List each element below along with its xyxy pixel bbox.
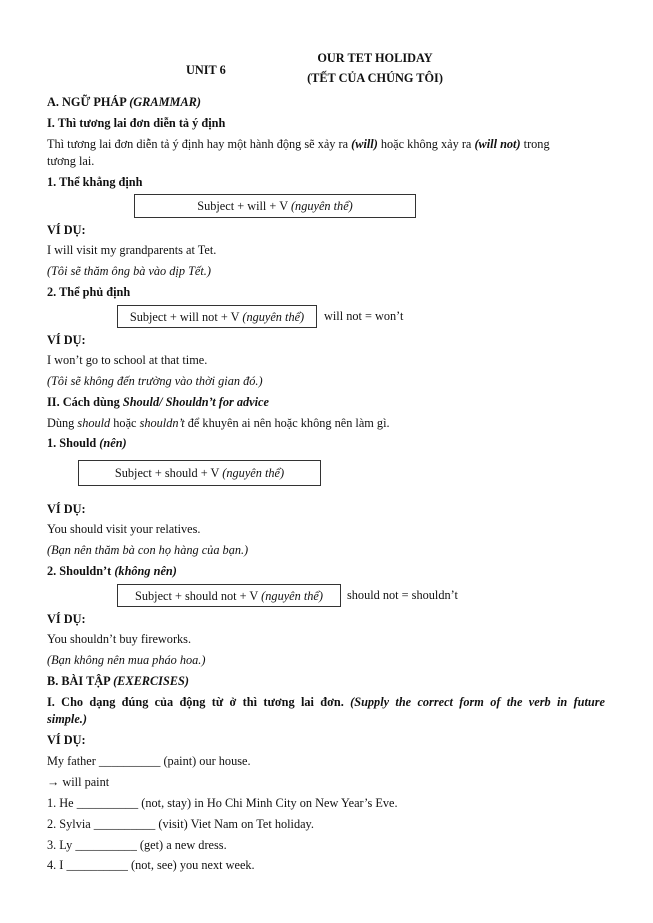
shouldnt-formula-box	[117, 584, 341, 607]
affirm-heading: 1. Thể khẳng định	[47, 175, 143, 189]
desc-will: (will)	[351, 137, 378, 151]
example-label: VÍ DỤ:	[47, 502, 86, 516]
desc-text: hoặc	[110, 416, 140, 430]
part1-description-cont: tương lai.	[47, 154, 95, 168]
section-a-heading-en: (GRAMMAR)	[129, 95, 201, 109]
desc-should: should	[77, 416, 111, 430]
affirm-translation: (Tôi sẽ thăm ông bà vào dịp Tết.)	[47, 264, 211, 278]
shouldnt-example: You shouldn’t buy fireworks.	[47, 632, 192, 646]
example-answer: → will paint	[47, 775, 110, 789]
part2-heading-en: Should/ Shouldn’t for advice	[122, 395, 269, 409]
exercise-item: 2. Sylvia __________ (visit) Viet Nam on Tet holiday.	[47, 817, 314, 831]
exercise-item: 4. I __________ (not, see) you next week.	[47, 858, 255, 872]
should-formula-box	[78, 460, 321, 486]
section-a-heading	[47, 95, 201, 110]
desc-text: Dùng	[47, 416, 78, 430]
neg-heading: 2. Thể phủ định	[47, 285, 131, 299]
neg-contraction: will not = won’t	[324, 309, 404, 323]
section-b-heading	[47, 674, 189, 689]
exercise1-heading-en: (Supply the correct form of the verb in future	[350, 695, 605, 709]
desc-text: trong	[520, 137, 550, 151]
shouldnt-contraction: should not = shouldn’t	[347, 588, 458, 602]
formula-text: Subject + will + V	[197, 199, 291, 213]
section-b-heading-text: B. BÀI TẬP	[47, 674, 110, 688]
shouldnt-heading-text: 2. Shouldn’t	[47, 564, 115, 578]
section-a-heading-text: A. NGỮ PHÁP	[47, 95, 127, 109]
page-subtitle: (TẾT CỦA CHÚNG TÔI)	[307, 71, 443, 85]
should-translation: (Bạn nên thăm bà con họ hàng của bạn.)	[47, 543, 249, 557]
example-label: VÍ DỤ:	[47, 733, 86, 747]
formula-note: (nguyên thể)	[242, 310, 305, 324]
example-label: VÍ DỤ:	[47, 333, 86, 347]
shouldnt-translation: (Bạn không nên mua pháo hoa.)	[47, 653, 206, 667]
exercise-item: 3. Ly __________ (get) a new dress.	[47, 838, 227, 852]
formula-text: Subject + should not + V	[135, 589, 262, 603]
desc-will-not: (will not)	[474, 137, 521, 151]
part2-description	[47, 416, 390, 431]
section-b-heading-en: (EXERCISES)	[113, 674, 189, 688]
page-title: OUR TET HOLIDAY	[317, 51, 433, 65]
neg-example: I won’t go to school at that time.	[47, 353, 208, 367]
neg-formula-box	[117, 305, 317, 328]
exercise1-heading-vi: I. Cho dạng đúng của động từ ở thì tương lai đơn.	[47, 695, 351, 709]
desc-text: hoặc không xảy ra	[377, 137, 475, 151]
part2-heading	[47, 395, 269, 410]
example-label: VÍ DỤ:	[47, 612, 86, 626]
part1-heading: I. Thì tương lai đơn diễn tả ý định	[47, 116, 226, 130]
shouldnt-heading	[47, 564, 177, 579]
exercise-item: 1. He __________ (not, stay) in Ho Chi Minh City on New Year’s Eve.	[47, 796, 398, 810]
desc-text: Thì tương lai đơn diễn tả ý định hay một hành động sẽ xảy ra	[47, 137, 352, 151]
formula-note: (nguyên thể)	[222, 466, 285, 480]
should-heading-text: 1. Should	[47, 436, 100, 450]
part2-heading-text: II. Cách dùng	[47, 395, 123, 409]
affirm-formula-box	[134, 194, 416, 218]
exercise1-heading	[47, 695, 605, 710]
should-example: You should visit your relatives.	[47, 522, 201, 536]
formula-note: (nguyên thể)	[261, 589, 323, 603]
shouldnt-heading-note: (không nên)	[114, 564, 177, 578]
formula-text: Subject + should + V	[114, 466, 223, 480]
neg-translation: (Tôi sẽ không đến trường vào thời gian đó.)	[47, 374, 263, 388]
desc-shouldnt: shouldn’t	[139, 416, 185, 430]
formula-note: (nguyên thể)	[290, 199, 353, 213]
unit-label: UNIT 6	[186, 63, 226, 77]
example-sentence: My father __________ (paint) our house.	[47, 754, 251, 768]
desc-text: để khuyên ai nên hoặc không nên làm gì.	[184, 416, 390, 430]
example-label: VÍ DỤ:	[47, 223, 86, 237]
exercise1-heading-cont: simple.)	[47, 712, 87, 726]
should-heading	[47, 436, 127, 451]
part1-description	[47, 137, 550, 152]
formula-text: Subject + will not + V	[129, 310, 243, 324]
should-heading-note: (nên)	[99, 436, 127, 450]
affirm-example: I will visit my grandparents at Tet.	[47, 243, 217, 257]
